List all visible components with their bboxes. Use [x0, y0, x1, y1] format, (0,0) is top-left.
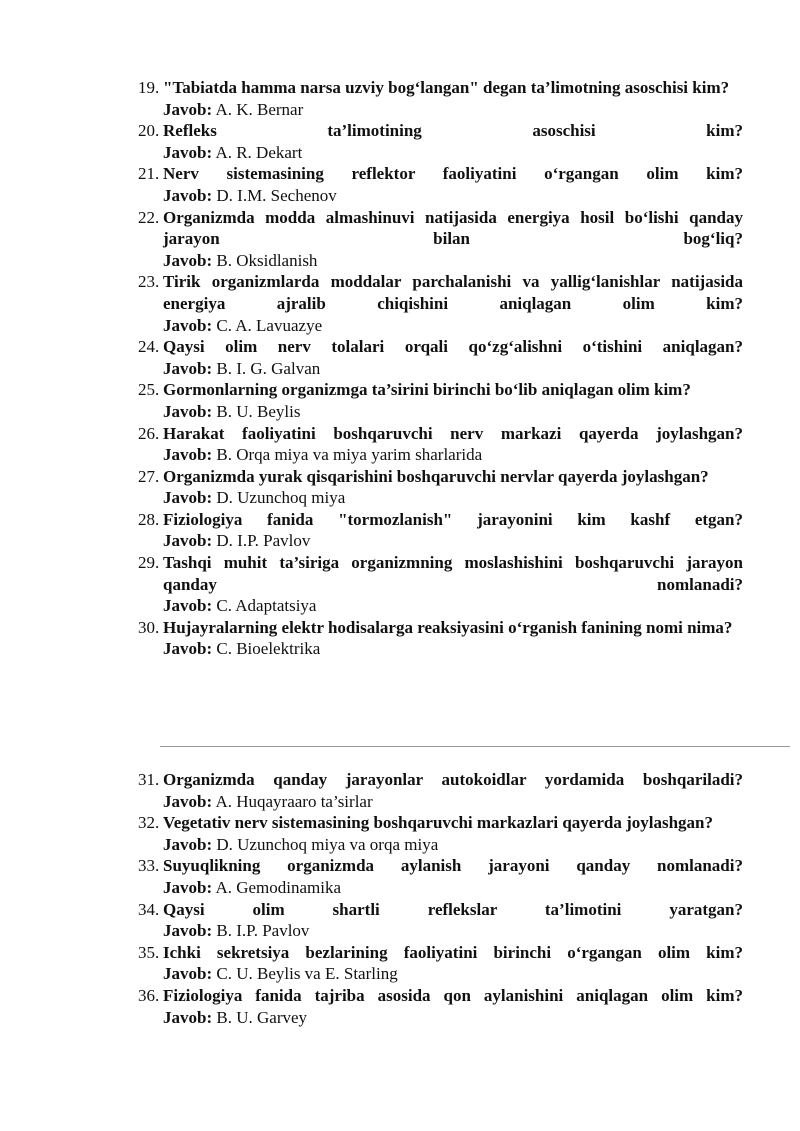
- question-text: Fiziologiya fanida tajriba asosida qon aylanishini aniqlagan olim kim?: [163, 985, 743, 1005]
- answer-line: [163, 250, 743, 272]
- question-number: 29.: [138, 553, 160, 573]
- answer-label: Javob:: [163, 445, 213, 465]
- question-item-21: [138, 163, 743, 206]
- answer-text: B. I. G. Galvan: [216, 358, 321, 378]
- question-text: Fiziologiya fanida "tormozlanish" jarayonini kim kashf etgan?: [163, 509, 743, 529]
- answer-line: [163, 1007, 743, 1029]
- answer-line: [163, 142, 743, 164]
- question-number: 34.: [138, 899, 160, 919]
- answer-label: Javob:: [163, 358, 213, 378]
- answer-label: Javob:: [163, 877, 213, 897]
- answer-text: D. I.M. Sechenov: [216, 185, 337, 205]
- answer-text: C. U. Beylis va E. Starling: [216, 964, 398, 984]
- answer-label: Javob:: [163, 185, 213, 205]
- answer-text: B. U. Garvey: [216, 1007, 308, 1027]
- question-text: Organizmda qanday jarayonlar autokoidlar yordamida boshqariladi?: [163, 770, 743, 789]
- question-text: Gormonlarning organizmga ta’sirini birinchi bo‘lib aniqlagan olim kim?: [163, 380, 691, 400]
- question-item-20: [138, 120, 743, 163]
- question-number: 26.: [138, 423, 160, 443]
- answer-line: [163, 877, 743, 899]
- answer-label: Javob:: [163, 1007, 213, 1027]
- answer-text: B. U. Beylis: [216, 401, 301, 421]
- question-number: 31.: [138, 770, 160, 789]
- question-number: 32.: [138, 813, 160, 833]
- question-item-19: [138, 77, 743, 120]
- question-item-32: [138, 812, 743, 855]
- question-number: 36.: [138, 985, 160, 1005]
- answer-text: A. Gemodinamika: [215, 877, 342, 897]
- question-item-30: [138, 617, 743, 660]
- answer-label: Javob:: [163, 964, 213, 984]
- answer-text: B. Oksidlanish: [216, 250, 318, 270]
- question-item-31: [138, 769, 743, 812]
- question-item-28: [138, 509, 743, 552]
- question-text: "Tabiatda hamma narsa uzviy bog‘langan" degan ta’limotning asoschisi kim?: [163, 78, 730, 97]
- answer-line: [163, 530, 743, 552]
- question-text: Organizmda modda almashinuvi natijasida energiya hosil bo‘lishi qanday jarayon bilan bog‘liq?: [163, 207, 743, 249]
- question-text: Tirik organizmlarda moddalar parchalanishi va yallig‘lanishlar natijasida energiya ajralib chiqishini aniqlagan olim kim?: [163, 272, 743, 313]
- question-item-29: [138, 552, 743, 617]
- question-number: 27.: [138, 466, 160, 486]
- question-text: Hujayralarning elektr hodisalarga reaksiyasini o‘rganish fanining nomi nima?: [163, 617, 733, 637]
- question-number: 19.: [138, 78, 160, 97]
- answer-label: Javob:: [163, 596, 213, 616]
- question-number: 24.: [138, 337, 160, 357]
- question-number: 33.: [138, 856, 160, 876]
- answer-text: B. Orqa miya va miya yarim sharlarida: [216, 445, 483, 465]
- question-item-35: [138, 942, 743, 985]
- question-text: Ichki sekretsiya bezlarining faoliyatini birinchi o‘rgangan olim kim?: [163, 942, 743, 962]
- answer-line: [163, 99, 743, 121]
- section-divider: [160, 746, 790, 747]
- answer-label: Javob:: [163, 531, 213, 551]
- answer-label: Javob:: [163, 791, 213, 811]
- answer-text: C. Bioelektrika: [216, 639, 321, 659]
- question-number: 35.: [138, 942, 160, 962]
- answer-line: [163, 920, 743, 942]
- question-number: 25.: [138, 380, 160, 400]
- question-number: 21.: [138, 164, 160, 184]
- question-number: 28.: [138, 509, 160, 529]
- answer-line: [163, 185, 743, 207]
- question-number: 30.: [138, 617, 160, 637]
- question-text: Harakat faoliyatini boshqaruvchi nerv markazi qayerda joylashgan?: [163, 423, 743, 443]
- answer-line: [163, 487, 743, 509]
- answer-line: [163, 963, 743, 985]
- question-number: 20.: [138, 121, 160, 141]
- question-text: Qaysi olim nerv tolalari orqali qo‘zg‘alishni o‘tishini aniqlagan?: [163, 337, 743, 357]
- answer-label: Javob:: [163, 401, 213, 421]
- answer-text: D. Uzunchoq miya: [216, 488, 346, 508]
- question-item-25: [138, 379, 743, 422]
- answer-text: C. A. Lavuazye: [216, 315, 323, 335]
- question-text: Suyuqlikning organizmda aylanish jarayoni qanday nomlanadi?: [163, 856, 743, 876]
- question-list-bottom: [138, 769, 743, 1028]
- question-text: Tashqi muhit ta’siriga organizmning moslashishini boshqaruvchi jarayon qanday nomlanadi?: [163, 553, 743, 594]
- answer-text: D. Uzunchoq miya va orqa miya: [216, 834, 439, 854]
- answer-line: [163, 401, 743, 423]
- answer-label: Javob:: [163, 250, 213, 270]
- answer-label: Javob:: [163, 99, 213, 119]
- question-item-36: [138, 985, 743, 1028]
- answer-line: [163, 358, 743, 380]
- question-item-24: [138, 336, 743, 379]
- answer-label: Javob:: [163, 639, 213, 659]
- answer-line: [163, 834, 743, 856]
- answer-line: [163, 638, 743, 660]
- question-text: Vegetativ nerv sistemasining boshqaruvchi markazlari qayerda joylashgan?: [163, 813, 714, 833]
- question-text: Organizmda yurak qisqarishini boshqaruvchi nervlar qayerda joylashgan?: [163, 466, 709, 486]
- question-text: Nerv sistemasining reflektor faoliyatini o‘rgangan olim kim?: [163, 164, 743, 184]
- answer-label: Javob:: [163, 834, 213, 854]
- answer-line: [163, 595, 743, 617]
- answer-line: [163, 791, 743, 813]
- answer-text: A. Huqayraaro ta’sirlar: [215, 791, 373, 811]
- answer-text: C. Adaptatsiya: [216, 596, 317, 616]
- question-item-26: [138, 423, 743, 466]
- question-number: 23.: [138, 272, 160, 292]
- question-list-top: [138, 77, 743, 660]
- question-item-34: [138, 899, 743, 942]
- question-number: 22.: [138, 207, 160, 227]
- answer-line: [163, 315, 743, 337]
- answer-text: D. I.P. Pavlov: [216, 531, 311, 551]
- answer-line: [163, 444, 743, 466]
- answer-label: Javob:: [163, 142, 213, 162]
- answer-label: Javob:: [163, 488, 213, 508]
- answer-label: Javob:: [163, 921, 213, 941]
- answer-text: B. I.P. Pavlov: [216, 921, 310, 941]
- question-item-33: [138, 855, 743, 898]
- question-item-23: [138, 271, 743, 336]
- answer-label: Javob:: [163, 315, 213, 335]
- question-item-22: [138, 207, 743, 272]
- answer-text: A. R. Dekart: [215, 142, 303, 162]
- answer-text: A. K. Bernar: [215, 99, 304, 119]
- question-text: Refleks ta’limotining asoschisi kim?: [163, 121, 743, 141]
- question-item-27: [138, 466, 743, 509]
- question-text: Qaysi olim shartli reflekslar ta’limotini yaratgan?: [163, 899, 743, 919]
